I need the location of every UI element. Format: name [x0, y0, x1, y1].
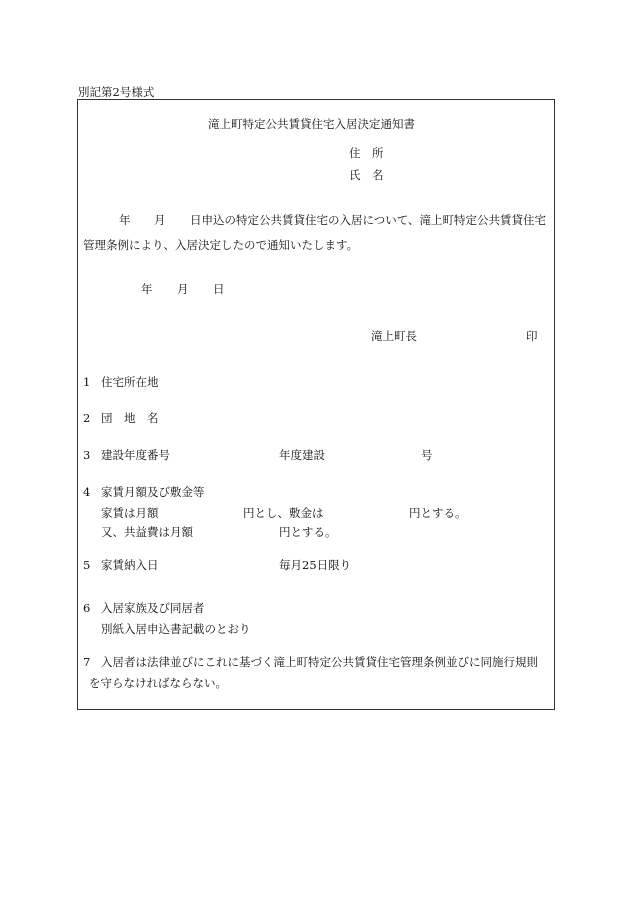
item6-label: 入居家族及び同居者 — [101, 601, 205, 615]
common-fee-label: 又、共益費は月額 — [101, 525, 193, 539]
item7-line2: を守らなければならない。 — [89, 676, 227, 690]
name-label: 氏 名 — [349, 168, 384, 182]
address-label: 住 所 — [349, 146, 384, 160]
rent-label: 家賃は月額 — [101, 506, 159, 520]
common-fee-end: 円とする。 — [279, 525, 337, 539]
item5-label: 家賃納入日 — [101, 558, 159, 572]
body-line2: 管理条例により、入居決定したので通知いたします。 — [83, 238, 359, 252]
form-label: 別記第2号様式 — [78, 85, 155, 99]
rent-end: 円とする。 — [409, 506, 467, 520]
issuer-name: 滝上町長 — [371, 329, 417, 343]
item3-label: 建設年度番号 — [101, 448, 170, 462]
item6-detail: 別紙入居申込書記載のとおり — [101, 622, 251, 636]
document-title: 滝上町特定公共賃貸住宅入居決定通知書 — [208, 117, 415, 131]
item2-number: 2 — [83, 411, 91, 425]
item6-number: 6 — [83, 601, 91, 615]
seal-mark: 印 — [526, 329, 538, 343]
payment-deadline: 毎月25日限り — [279, 558, 352, 572]
date-month: 月 — [177, 282, 189, 296]
item1-label: 住宅所在地 — [101, 375, 159, 389]
item3-year-built: 年度建設 — [279, 448, 325, 462]
notice-frame — [77, 99, 555, 710]
rent-mid: 円とし、敷金は — [243, 506, 324, 520]
item7-line1: 入居者は法律並びにこれに基づく滝上町特定公共賃貸住宅管理条例並びに同施行規則 — [101, 655, 538, 669]
body-line1-rest: 日申込の特定公共賃貸住宅の入居について、滝上町特定公共賃貸住宅 — [190, 213, 547, 227]
item4-number: 4 — [83, 485, 91, 499]
date-year: 年 — [141, 282, 153, 296]
item3-number-suffix: 号 — [421, 448, 433, 462]
item3-number: 3 — [83, 448, 91, 462]
body-year: 年 — [119, 213, 131, 227]
item4-label: 家賃月額及び敷金等 — [101, 485, 205, 499]
body-month: 月 — [154, 213, 166, 227]
item5-number: 5 — [83, 558, 91, 572]
item7-number: 7 — [83, 655, 91, 669]
date-day: 日 — [213, 282, 225, 296]
item1-number: 1 — [83, 375, 91, 389]
item2-label: 団 地 名 — [101, 411, 159, 425]
